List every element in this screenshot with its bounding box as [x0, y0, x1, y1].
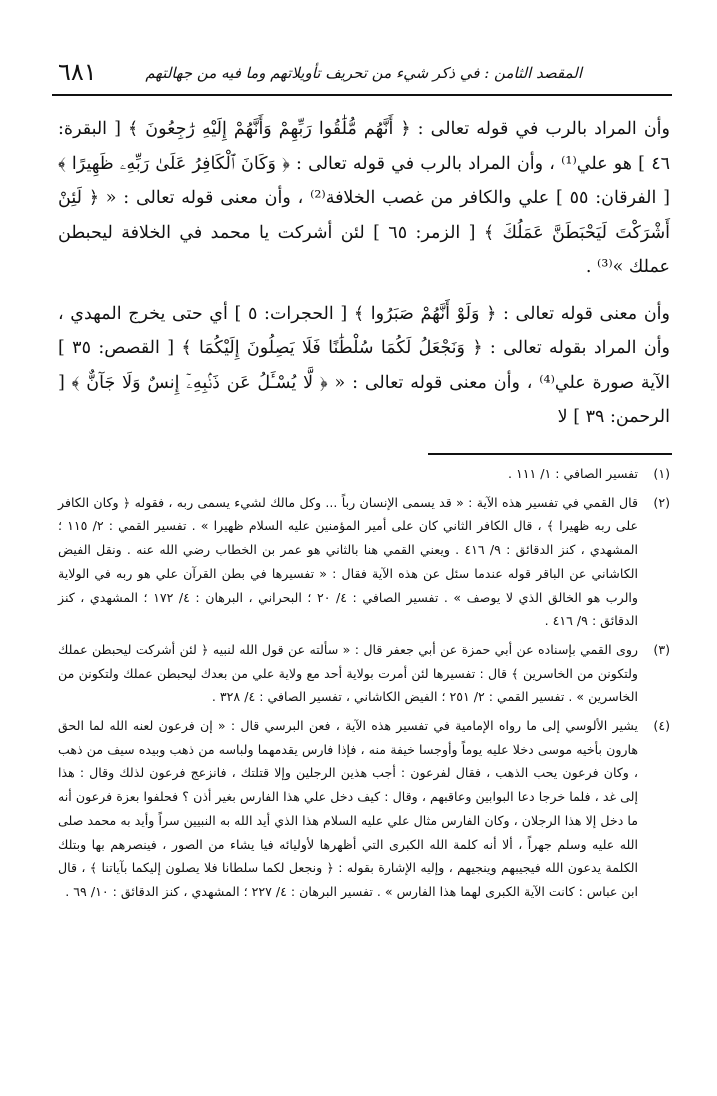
page-number: ٦٨١ — [58, 58, 97, 86]
footnote-number: (٢) — [653, 494, 670, 510]
footnote-text: روى القمي بإسناده عن أبي حمزة عن أبي جعفر قال : « سألته عن قول الله لنبيه ﴿ لئن أشركت ليحبطن عملك ولتكونن من الخاسرين ﴾ قال : تفسيرها لئن أمرت بولاية أحد مع ولاية علي من بعدك ليحبطن عملك ولتكونن من الخاسرين » . تفسير القمي : ٢/ ٢٥١ ؛ الفيض الكاشاني ، تفسير الصافي : ٤/ ٣٢٨ . — [58, 641, 638, 705]
main-paragraph-1: وأن المراد بالرب في قوله تعالى : ﴿ أَنَّهُم مُّلَٰقُوا رَبِّهِمْ وَأَنَّهُمْ إِلَيْهِ رَٰجِعُونَ ﴾ [ البقرة: ٤٦ ] هو علي⁽¹⁾ ، وأن المراد بالرب في قوله تعالى : ﴿ وَكَانَ ٱلْكَافِرُ عَلَىٰ رَبِّهِۦ ظَهِيرًا ﴾ [ الفرقان: ٥٥ ] علي والكافر من غصب الخلافة⁽²⁾ ، وأن معنى قوله تعالى : « ﴿ لَئِنْ أَشْرَكْتَ لَيَحْبَطَنَّ عَمَلُكَ ﴾ [ الزمر: ٦٥ ] لئن أشركت يا محمد في الخلافة ليحبطن عملك »⁽³⁾ . — [58, 119, 671, 277]
main-paragraph-2: وأن معنى قوله تعالى : ﴿ وَلَوْ أَنَّهُمْ صَبَرُوا ﴾ [ الحجرات: ٥ ] أي حتى يخرج المهدي ، وأن المراد بقوله تعالى : ﴿ وَنَجْعَلُ لَكُمَا سُلْطَٰنًا فَلَا يَصِلُونَ إِلَيْكُمَا ﴾ [ القصص: ٣٥ ] الآية صورة علي⁽⁴⁾ ، وأن معنى قوله تعالى : « ﴿ لَّا يُسْـَٔلُ عَن ذَنۢبِهِۦٓ إِنسٌ وَلَا جَآنٌّ ﴾ [ الرحمن: ٣٩ ] لا — [58, 303, 670, 427]
running-header — [52, 58, 672, 106]
footnote — [58, 638, 670, 709]
footnote-text: قال القمي في تفسير هذه الآية : « قد يسمى الإنسان رباً ... وكل مالك لشيء يسمى ربه ، فقوله ﴿ وكان الكافر على ربه ظهيرا ﴾ ، قال الكافر الثاني كان على أمير المؤمنين عليه السلام ظهيرا » . تفسير القمي : ٢/ ١١٥ ؛ المشهدي ، كنز الدقائق : ٩/ ٤١٦ . ويعني القمي هنا بالثاني هو عمر بن الخطاب رضي الله عنه . ونقل الفيض الكاشاني عن الباقر قوله عندما سئل عن هذه الآية فقال : « تفسيرها في بطن القرآن علي هو ربه في الولاية والرب هو الخالق الذي لا يوصف » . تفسير الصافي : ٤/ ٢٠ ؛ البحراني ، البرهان : ٤/ ١٧٢ ؛ المشهدي ، كنز الدقائق : ٩/ ٤١٦ . — [58, 494, 639, 629]
footnote-divider — [428, 453, 672, 455]
footnote-text: تفسير الصافي : ١/ ١١١ . — [507, 466, 638, 481]
footnote-number: (٣) — [653, 641, 670, 657]
footnote — [58, 714, 670, 904]
footnote-number: (٤) — [653, 718, 670, 734]
chapter-title: المقصد الثامن : في ذكر شيء من تحريف تأويلاتهم وما فيه من جهالتهم — [145, 64, 582, 82]
footnote-number: (١) — [653, 466, 670, 481]
header-rule — [52, 94, 672, 96]
footnote-text: يشير الألوسي إلى ما رواه الإمامية في تفسير هذه الآية ، فعن البرسي قال : « إن فرعون لعنه الله لما الحق هارون بأخيه موسى دخلا عليه يوماً وأوجسا خيفة منه ، فإذا فارس يقدمهما ولباسه من ذهب وبيده سيف من ذهب ، وكان فرعون يحب الذهب ، فقال لفرعون : أجب هذين الرجلين وإلا قتلتك ، فانزعج فرعون لذلك وقال : هذا إلى غد ، فلما خرجا دعا البوابين وعاقبهم ، وقال : كيف دخل علي هذا الفارس بغير أذن ؟ فحلفوا بعزة فرعون أنه ما دخل إلا هذا الرجلان ، وكان الفارس مثال علي عليه السلام هذا الذي أيد الله به النبيين سراً وأيد به محمد صلى الله عليه وسلم جهراً ، ألا أنه كلمة الله الكبرى التي أظهرها لأوليائه فيا يشاء من الصور ، فينصرهم بها وبتلك الكلمة يدعون الله فيجيبهم وينجيهم ، وإليه الإشارة بقوله : ﴿ ونجعل لكما سلطانا فلا يصلون إليكما بآياتنا ﴾ ، قال ابن عباس : كانت الآية الكبرى لهما هذا الفارس » . تفسير البرهان : ٤/ ٢٢٧ ؛ المشهدي ، كنز الدقائق : ١٠/ ٦٩ . — [58, 718, 638, 899]
footnote — [58, 491, 670, 633]
footnote — [58, 462, 670, 486]
footnotes — [58, 462, 670, 909]
main-text — [58, 112, 670, 435]
